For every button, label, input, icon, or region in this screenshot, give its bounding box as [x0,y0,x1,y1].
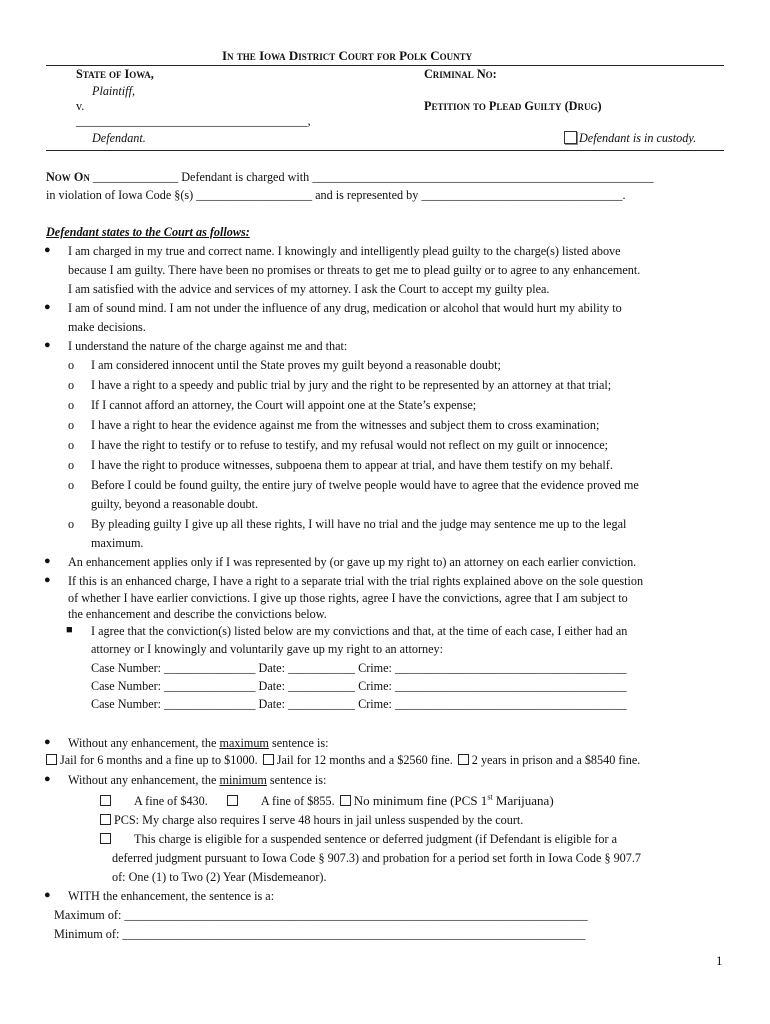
right-testify: I have the right to testify or to refuse to testify, and my refusal would not reflect on my guilt or innocence; [91,438,609,452]
court-title: In the Iowa District Court for Polk County [222,48,473,63]
sub-bullet-icon: o [68,517,75,531]
right-cross-exam: I have a right to hear the evidence against me from the witnesses and subject them to cross examination; [91,418,600,432]
statement-enhanced-1: If this is an enhanced charge, I have a right to a separate trial with the trial rights explained above on the sole question [68,574,644,588]
with-enhancement-label: WITH the enhancement, the sentence is a: [68,889,275,903]
header-bottom-rule [46,150,724,151]
min-sentence-label: Without any enhancement, the minimum sentence is: [68,773,327,787]
statement-convictions-1: I agree that the conviction(s) listed below are my convictions and that, at the time of each case, I either had an [91,624,628,638]
sub-bullet-icon: o [68,458,75,472]
fine2-label: A fine of $855. [260,794,335,809]
bullet-icon: ■ [66,624,73,636]
no-min-label: No minimum fine (PCS 1st Marijuana) [353,793,554,809]
suspended-option [100,832,617,847]
code-line[interactable]: in violation of Iowa Code §(s) ___________________ and is represented by _________________________________. [46,188,626,202]
bullet-icon: ● [44,244,51,256]
max-sentence-label: Without any enhancement, the maximum sentence is: [68,736,329,750]
max-opt2-checkbox[interactable] [263,754,274,765]
max-sentence-options [46,753,640,768]
max-opt3-checkbox[interactable] [458,754,469,765]
suspended-label-2: deferred judgment pursuant to Iowa Code § 907.3) and probation for a period set forth in Iowa Code § 907.7 [112,851,642,865]
max-opt1-label: Jail for 6 months and a fine up to $1000. [60,753,258,767]
statement-mind-1: I am of sound mind. I am not under the influence of any drug, medication or alcohol that would hurt my ability to [68,301,622,315]
sub-bullet-icon: o [68,418,75,432]
fine1-label: A fine of $430. [134,794,208,809]
plaintiff-state: State of Iowa, [76,67,154,81]
versus-label: v. [76,99,85,113]
case-line-3[interactable]: Case Number: _______________ Date: ___________ Crime: ______________________________________ [91,697,627,711]
now-on-label: Now On [46,170,90,184]
statement-enhanced-3: the enhancement and describe the convictions below. [68,607,327,621]
suspended-label-1: This charge is eligible for a suspended sentence or deferred judgment (if Defendant is eligible for a [134,832,618,846]
max-opt2-label: Jail for 12 months and a $2560 fine. [276,753,453,767]
petition-title: Petition to Plead Guilty (Drug) [424,99,602,113]
defendant-label: Defendant. [92,131,146,145]
right-witnesses: I have the right to produce witnesses, subpoena them to appear at trial, and have them testify on my behalf. [91,458,613,472]
plaintiff-label: Plaintiff, [92,84,135,98]
header-rule [46,65,724,66]
max-opt1-checkbox[interactable] [46,754,57,765]
fine2-checkbox[interactable] [227,795,238,806]
maximum-of-field[interactable]: Maximum of: ____________________________________________________________________________ [54,908,588,922]
sub-bullet-icon: o [68,398,75,412]
case-line-2[interactable]: Case Number: _______________ Date: ___________ Crime: ______________________________________ [91,679,627,693]
right-jury-2: guilty, beyond a reasonable doubt. [91,497,259,511]
max-opt3-label: 2 years in prison and a $8540 fine. [471,753,641,767]
right-attorney: If I cannot afford an attorney, the Court will appoint one at the State’s expense; [91,398,477,412]
fine1-checkbox[interactable] [100,795,111,806]
statement-charge-2: because I am guilty. There have been no promises or threats to get me to plead guilty or to agree to any enhancement. [68,263,641,277]
suspended-label-3: of: One (1) to Two (2) Year (Misdemeanor). [112,870,327,884]
suspended-checkbox[interactable] [100,833,111,844]
charge-blanks: ______________ Defendant is charged with ________________________________________________________ [89,170,654,184]
pcs-option [100,813,523,828]
sub-bullet-icon: o [68,378,75,392]
criminal-no-label: Criminal No: [424,67,497,81]
right-waiver-1: By pleading guilty I give up all these rights, I will have no trial and the judge may sentence me up to the legal [91,517,627,531]
custody-option[interactable] [564,131,696,146]
statement-enhancement: An enhancement applies only if I was represented by (or gave up my right to) an attorney on each earlier conviction. [68,555,637,569]
pcs-checkbox[interactable] [100,814,111,825]
pcs-label: PCS: My charge also requires I serve 48 hours in jail unless suspended by the court. [114,813,524,827]
bullet-icon: ● [44,773,51,785]
custody-label: Defendant is in custody. [579,131,697,145]
statement-convictions-2: attorney or I knowingly and voluntarily gave up my right to an attorney: [91,642,444,656]
statement-enhanced-2: of whether I have earlier convictions. I give up those rights, agree I have the convictions, agree that I am subject to [68,591,628,605]
bullet-icon: ● [44,736,51,748]
statement-mind-2: make decisions. [68,320,146,334]
custody-checkbox[interactable] [564,131,577,144]
min-fine-options [100,793,554,809]
case-line-1[interactable]: Case Number: _______________ Date: ___________ Crime: ______________________________________ [91,661,627,675]
sub-bullet-icon: o [68,438,75,452]
page-number: 1 [716,953,723,968]
sub-bullet-icon: o [68,358,75,372]
right-waiver-2: maximum. [91,536,144,550]
minimum-of-field[interactable]: Minimum of: ____________________________________________________________________________ [54,927,586,941]
defendant-name-line[interactable]: ______________________________________, [76,114,311,128]
bullet-icon: ● [44,555,51,567]
bullet-icon: ● [44,889,51,901]
bullet-icon: ● [44,301,51,313]
statement-charge-1: I am charged in my true and correct name. I knowingly and intelligently plead guilty to the charge(s) listed above [68,244,621,258]
states-heading: Defendant states to the Court as follows: [46,225,250,239]
right-innocent: I am considered innocent until the State proves my guilt beyond a reasonable doubt; [91,358,501,372]
right-speedy-trial: I have a right to a speedy and public trial by jury and the right to be represented by an attorney at that trial; [91,378,612,392]
statement-charge-3: I am satisfied with the advice and services of my attorney. I ask the Court to accept my guilty plea. [68,282,550,296]
sub-bullet-icon: o [68,478,75,492]
statement-nature: I understand the nature of the charge against me and that: [68,339,348,353]
bullet-icon: ● [44,574,51,586]
no-min-checkbox[interactable] [340,795,351,806]
bullet-icon: ● [44,339,51,351]
charge-line[interactable] [46,170,654,185]
right-jury-1: Before I could be found guilty, the entire jury of twelve people would have to agree that the evidence proved me [91,478,639,492]
